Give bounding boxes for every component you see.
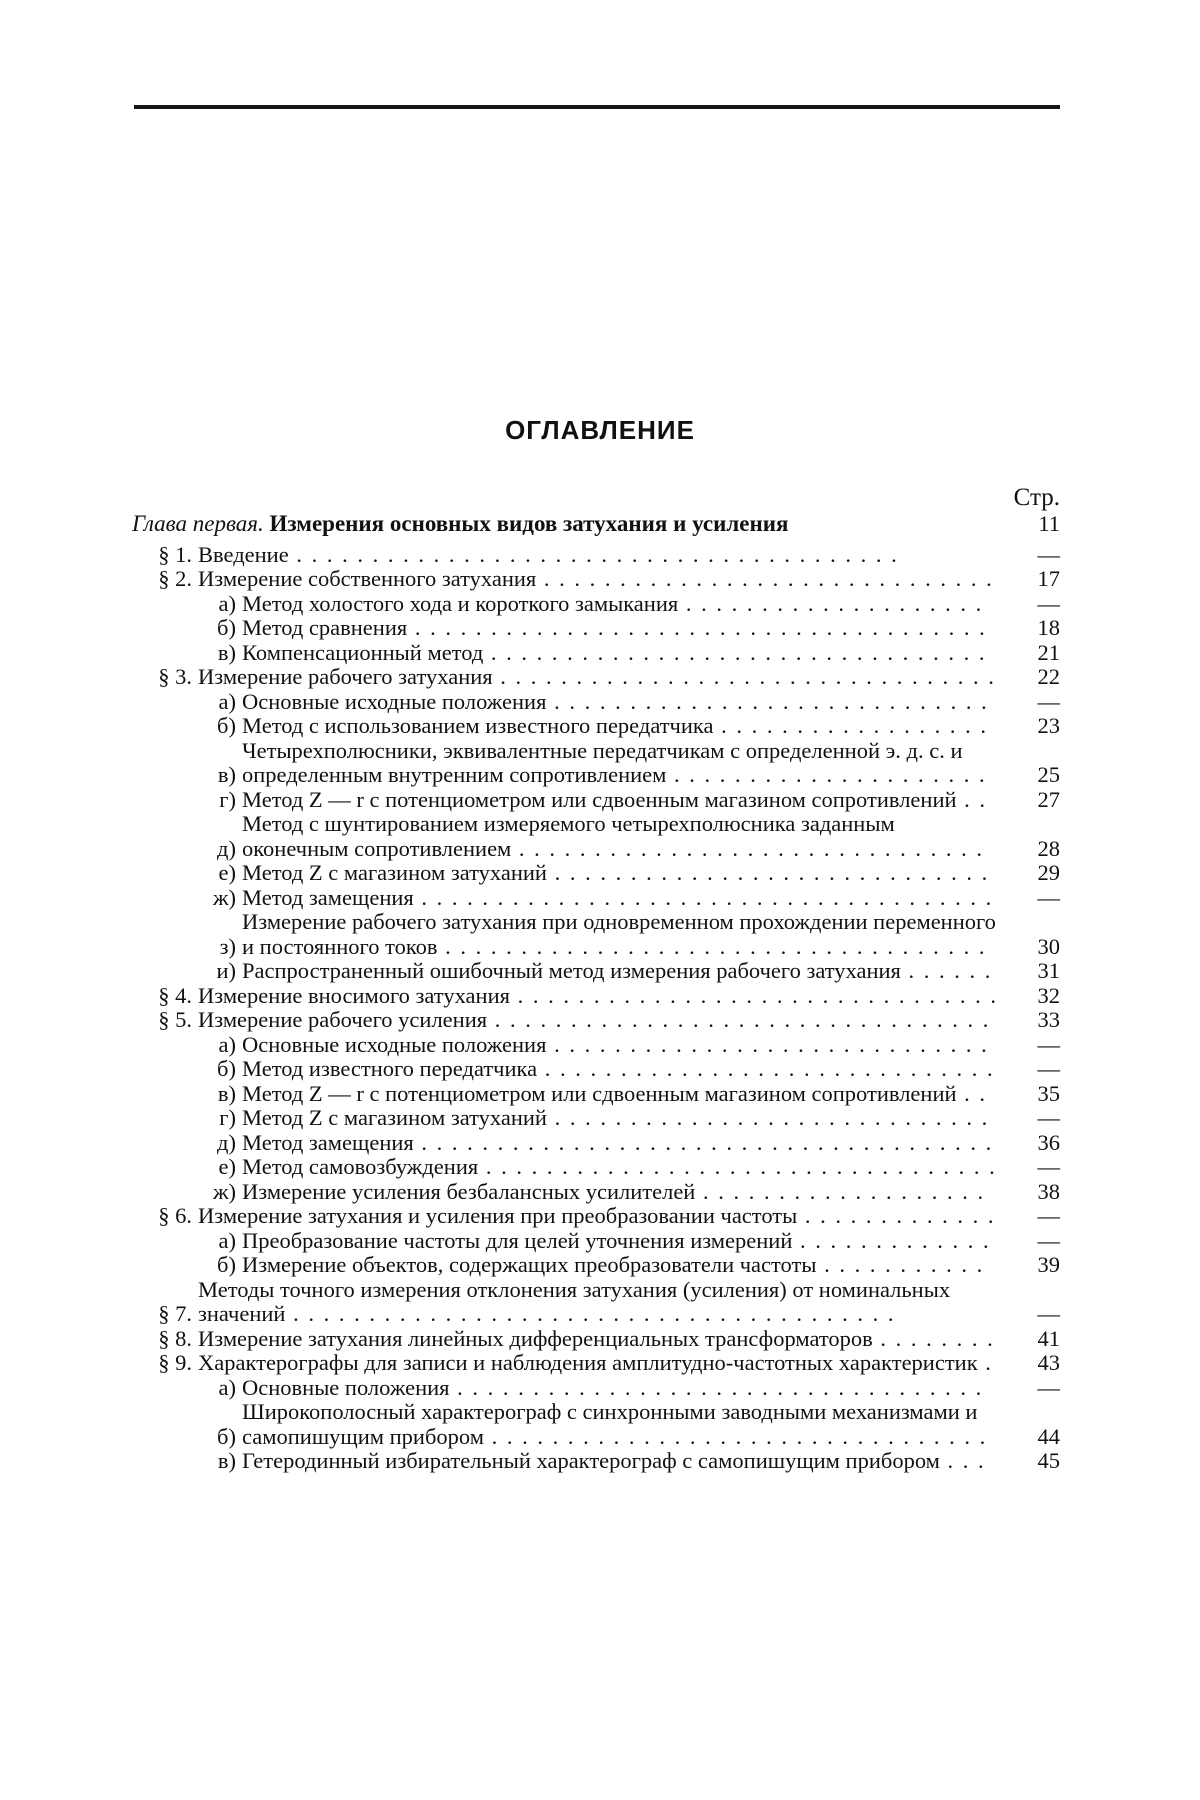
- toc-entry: [132, 984, 1060, 1009]
- dot-leader: . . . . . . . . . . . . . . . . . . . . . . . . . . . . . . . . . . . . . . . .: [289, 542, 899, 567]
- subsection-letter: д): [132, 837, 242, 862]
- toc-entry: [132, 1278, 1060, 1327]
- dot-leader: . . . . . .: [901, 958, 993, 983]
- toc-entry: [132, 1008, 1060, 1033]
- toc-entry-text: Основные исходные положения . . . . . . . . . . . . . . . . . . . . . . . . . . . . .: [242, 1033, 998, 1058]
- subsection-letter: б): [132, 1425, 242, 1450]
- subsection-letter: а): [132, 690, 242, 715]
- toc-entry-page: —: [998, 1229, 1060, 1254]
- dot-leader: . . . . . . . . . . . . . . . . . . . . . . . . . . . . . . . . .: [487, 1007, 990, 1032]
- section-number: § 7.: [132, 1302, 198, 1327]
- toc-entry-text: Измерение усиления безбалансных усилителей . . . . . . . . . . . . . . . . . . .: [242, 1180, 998, 1205]
- dot-leader: . . . . . . . . . . . . . . . . . . . .: [678, 591, 983, 616]
- toc-entry-text: Метод Z — r с потенциометром или сдвоенным магазином сопротивлений . .: [242, 1082, 998, 1107]
- dot-leader: . . . . . . . .: [873, 1326, 995, 1351]
- toc-entry-text: Метод с использованием известного передатчика . . . . . . . . . . . . . . . . . .: [242, 714, 998, 739]
- toc-entry-page: 33: [998, 1008, 1060, 1033]
- toc-entry-page: 41: [998, 1327, 1060, 1352]
- dot-leader: . . . . . . . . . . . . . . . . . . . . . . . . . . . . .: [546, 689, 988, 714]
- dot-leader: . . . . . . . . . . .: [816, 1252, 984, 1277]
- dot-leader: . . . . . . . . . . . . . . . . . . . . . . . . . . . . . . . . . . . . . .: [414, 885, 994, 910]
- toc-entry-text: Гетеродинный избирательный характерограф с самопишущим прибором . . .: [242, 1449, 998, 1474]
- toc-entry-text: Измерение затухания и усиления при преобразовании частоты . . . . . . . . . . . . .: [198, 1204, 998, 1229]
- chapter-page: 11: [998, 512, 1060, 537]
- top-rule: [134, 105, 1060, 109]
- dot-leader: . . . . . . . . . . . . . . . . . . . . . . . . . . . . . . . . .: [484, 1424, 987, 1449]
- subsection-letter: е): [132, 861, 242, 886]
- toc-entry-text: Измерение вносимого затухания . . . . . . . . . . . . . . . . . . . . . . . . . . . . . . . .: [198, 984, 998, 1009]
- toc-entry-text: Метод Z с магазином затуханий . . . . . . . . . . . . . . . . . . . . . . . . . . . . .: [242, 861, 998, 886]
- dot-leader: . . . . . . . . . . . . . . . . . . . . .: [666, 762, 986, 787]
- toc-entry: [132, 1229, 1060, 1254]
- toc-entry: [132, 886, 1060, 911]
- subsection-letter: в): [132, 1082, 242, 1107]
- subsection-letter: в): [132, 641, 242, 666]
- dot-leader: . . . . . . . . . . . . . . . . . . . . . . . . . . . . .: [547, 1105, 989, 1130]
- toc-entry-text: Введение . . . . . . . . . . . . . . . . . . . . . . . . . . . . . . . . . . . . . . . .: [198, 543, 998, 568]
- dot-leader: . . . . . . . . . . . . . . . . . . . . . . . . . . . . . . . .: [510, 983, 998, 1008]
- toc-entry-text: Четырехполюсники, эквивалентные передатчикам с определенной э. д. с. и определенным внутренним сопротивлением . . . . . . . . . . . . . . . . . . . . .: [242, 739, 998, 788]
- dot-leader: . . . . . . . . . . . . . . . . . . . . . . . . . . . . . . . . . . . . . .: [407, 615, 987, 640]
- toc-entry: [132, 1400, 1060, 1449]
- toc-entry-text: Преобразование частоты для целей уточнения измерений . . . . . . . . . . . . .: [242, 1229, 998, 1254]
- toc-entry: [132, 1106, 1060, 1131]
- toc-entry: [132, 861, 1060, 886]
- section-number: § 3.: [132, 665, 198, 690]
- dot-leader: . . . . . . . . . . . . . . . . . . .: [695, 1179, 985, 1204]
- section-number: § 2.: [132, 567, 198, 592]
- subsection-letter: в): [132, 763, 242, 788]
- toc-entry-page: —: [998, 690, 1060, 715]
- page-title: ОГЛАВЛЕНИЕ: [0, 415, 1200, 446]
- toc-entry: [132, 1180, 1060, 1205]
- toc-entry-text: Метод холостого хода и короткого замыкания . . . . . . . . . . . . . . . . . . . .: [242, 592, 998, 617]
- toc-entry-page: —: [998, 543, 1060, 568]
- toc-entry: [132, 1327, 1060, 1352]
- toc-entry: [132, 1082, 1060, 1107]
- section-number: § 4.: [132, 984, 198, 1009]
- toc-entry: [132, 690, 1060, 715]
- toc-entry-page: 43: [998, 1351, 1060, 1376]
- toc-entry-page: —: [998, 1155, 1060, 1180]
- toc-entry: [132, 592, 1060, 617]
- section-number: § 1.: [132, 543, 198, 568]
- toc-entries: [132, 543, 1060, 1474]
- subsection-letter: а): [132, 1376, 242, 1401]
- toc-entry-page: 17: [998, 567, 1060, 592]
- dot-leader: . . . . . . . . . . . . . . . . . . . . . . . . . . . . . .: [536, 566, 994, 591]
- dot-leader: . . . . . . . . . . . . . . . . . .: [714, 713, 989, 738]
- toc-entry-text: Метод с шунтированием измеряемого четырехполюсника заданным оконечным сопротивлением . . . . . . . . . . . . . . . . . . . . . . . . . . . . . . .: [242, 812, 998, 861]
- dot-leader: . .: [957, 787, 988, 812]
- subsection-letter: б): [132, 714, 242, 739]
- toc-entry: [132, 1155, 1060, 1180]
- dot-leader: . . . . . . . . . . . . . . . . . . . . . . . . . . . . . . . . . .: [478, 1154, 997, 1179]
- toc-entry-page: —: [998, 1376, 1060, 1401]
- chapter-label: Глава первая.: [132, 511, 264, 536]
- subsection-letter: б): [132, 1253, 242, 1278]
- subsection-letter: в): [132, 1449, 242, 1474]
- toc-entry-text: Метод известного передатчика . . . . . . . . . . . . . . . . . . . . . . . . . . . . . .: [242, 1057, 998, 1082]
- toc-entry-text: Метод самовозбуждения . . . . . . . . . . . . . . . . . . . . . . . . . . . . . . . . . .: [242, 1155, 998, 1180]
- subsection-letter: б): [132, 616, 242, 641]
- toc-entry: [132, 714, 1060, 739]
- subsection-letter: а): [132, 592, 242, 617]
- dot-leader: . . . . . . . . . . . . . . . . . . . . . . . . . . . . .: [547, 860, 989, 885]
- toc-entry-text: Метод Z — r с потенциометром или сдвоенным магазином сопротивлений . .: [242, 788, 998, 813]
- dot-leader: . . . . . . . . . . . . . . . . . . . . . . . . . . . . . . . . .: [483, 640, 986, 665]
- toc-entry-page: 32: [998, 984, 1060, 1009]
- toc-entry: [132, 1376, 1060, 1401]
- toc-entry: [132, 641, 1060, 666]
- toc-entry: [132, 1131, 1060, 1156]
- table-of-contents: [132, 512, 1060, 1474]
- subsection-letter: д): [132, 1131, 242, 1156]
- toc-entry-text: Компенсационный метод . . . . . . . . . . . . . . . . . . . . . . . . . . . . . . . . .: [242, 641, 998, 666]
- toc-entry-text: Методы точного измерения отклонения затухания (усиления) от номинальных значений . . . . . . . . . . . . . . . . . . . . . . . . . . . . . . . . . . . . . . . .: [198, 1278, 998, 1327]
- toc-entry-page: 18: [998, 616, 1060, 641]
- toc-entry-page: —: [998, 1057, 1060, 1082]
- toc-entry-text: Измерение затухания линейных дифференциальных трансформаторов . . . . . . . .: [198, 1327, 998, 1352]
- page-column-label: Стр.: [990, 484, 1060, 512]
- toc-entry: [132, 788, 1060, 813]
- toc-entry-page: 36: [998, 1131, 1060, 1156]
- toc-entry-text: Измерение рабочего усиления . . . . . . . . . . . . . . . . . . . . . . . . . . . . . . . . .: [198, 1008, 998, 1033]
- toc-entry-text: Основные исходные положения . . . . . . . . . . . . . . . . . . . . . . . . . . . . .: [242, 690, 998, 715]
- subsection-letter: з): [132, 935, 242, 960]
- toc-entry: [132, 665, 1060, 690]
- dot-leader: . . . . . . . . . . . . . . . . . . . . . . . . . . . . . . . . . . .: [450, 1375, 984, 1400]
- toc-entry: [132, 616, 1060, 641]
- toc-entry-page: 25: [998, 763, 1060, 788]
- section-number: § 8.: [132, 1327, 198, 1352]
- toc-entry-text: Измерение рабочего затухания при одновременном прохождении переменного и постоянного токов . . . . . . . . . . . . . . . . . . . . . . . . . . . . . . . . . . . .: [242, 910, 998, 959]
- toc-entry-page: —: [998, 1106, 1060, 1131]
- toc-entry-page: 27: [998, 788, 1060, 813]
- toc-entry-page: 30: [998, 935, 1060, 960]
- toc-entry-page: 23: [998, 714, 1060, 739]
- toc-entry-page: —: [998, 1033, 1060, 1058]
- toc-entry-page: 38: [998, 1180, 1060, 1205]
- dot-leader: . .: [957, 1081, 988, 1106]
- toc-entry: [132, 1351, 1060, 1376]
- dot-leader: . . . . . . . . . . . . . . . . . . . . . . . . . . . . . .: [537, 1056, 995, 1081]
- toc-entry-text: Метод сравнения . . . . . . . . . . . . . . . . . . . . . . . . . . . . . . . . . . . . . .: [242, 616, 998, 641]
- toc-entry: [132, 739, 1060, 788]
- toc-entry-text: Измерение объектов, содержащих преобразователи частоты . . . . . . . . . . .: [242, 1253, 998, 1278]
- dot-leader: . . . . . . . . . . . . .: [797, 1203, 995, 1228]
- toc-entry-page: 21: [998, 641, 1060, 666]
- subsection-letter: г): [132, 1106, 242, 1131]
- toc-entry: [132, 567, 1060, 592]
- toc-entry-page: 39: [998, 1253, 1060, 1278]
- dot-leader: . . .: [940, 1448, 986, 1473]
- dot-leader: . . . . . . . . . . . . . . . . . . . . . . . . . . . . . . .: [511, 836, 984, 861]
- toc-entry-text: Широкополосный характерограф с синхронными заводными механизмами и самопишущим прибором . . . . . . . . . . . . . . . . . . . . . . . . . . . . . . . . .: [242, 1400, 998, 1449]
- subsection-letter: е): [132, 1155, 242, 1180]
- section-number: § 9.: [132, 1351, 198, 1376]
- toc-entry-page: 35: [998, 1082, 1060, 1107]
- toc-entry: [132, 812, 1060, 861]
- dot-leader: . . . . . . . . . . . . . . . . . . . . . . . . . . . . . . . . . . . . . .: [414, 1130, 994, 1155]
- toc-entry-page: —: [998, 886, 1060, 911]
- toc-entry-text: Измерение рабочего затухания . . . . . . . . . . . . . . . . . . . . . . . . . . . . . . . . .: [198, 665, 998, 690]
- toc-entry-page: 44: [998, 1425, 1060, 1450]
- subsection-letter: и): [132, 959, 242, 984]
- toc-entry-text: Измерение собственного затухания . . . . . . . . . . . . . . . . . . . . . . . . . . . . . .: [198, 567, 998, 592]
- toc-entry: [132, 1204, 1060, 1229]
- subsection-letter: ж): [132, 886, 242, 911]
- toc-entry-page: 28: [998, 837, 1060, 862]
- dot-leader: . . . . . . . . . . . . . . . . . . . . . . . . . . . . . . . . .: [493, 664, 996, 689]
- toc-entry: [132, 543, 1060, 568]
- toc-entry: [132, 1033, 1060, 1058]
- subsection-letter: г): [132, 788, 242, 813]
- toc-entry-page: 45: [998, 1449, 1060, 1474]
- toc-entry-text: Метод замещения . . . . . . . . . . . . . . . . . . . . . . . . . . . . . . . . . . . . . .: [242, 886, 998, 911]
- toc-entry: [132, 910, 1060, 959]
- toc-entry-page: 22: [998, 665, 1060, 690]
- toc-entry-text: Распространенный ошибочный метод измерения рабочего затухания . . . . . .: [242, 959, 998, 984]
- dot-leader: .: [978, 1350, 993, 1375]
- dot-leader: . . . . . . . . . . . . .: [792, 1228, 990, 1253]
- section-number: § 5.: [132, 1008, 198, 1033]
- dot-leader: . . . . . . . . . . . . . . . . . . . . . . . . . . . . . . . . . . . . . . . .: [285, 1301, 895, 1326]
- toc-entry-page: —: [998, 1302, 1060, 1327]
- toc-entry: [132, 1449, 1060, 1474]
- dot-leader: . . . . . . . . . . . . . . . . . . . . . . . . . . . . . . . . . . . .: [438, 934, 987, 959]
- toc-entry-page: 31: [998, 959, 1060, 984]
- toc-entry-text: Основные положения . . . . . . . . . . . . . . . . . . . . . . . . . . . . . . . . . . .: [242, 1376, 998, 1401]
- chapter-title: Измерения основных видов затухания и усиления: [269, 511, 788, 536]
- toc-entry: [132, 959, 1060, 984]
- toc-entry-text: Метод Z с магазином затуханий . . . . . . . . . . . . . . . . . . . . . . . . . . . . .: [242, 1106, 998, 1131]
- subsection-letter: ж): [132, 1180, 242, 1205]
- toc-entry-text: Характерографы для записи и наблюдения амплитудно-частотных характеристик .: [198, 1351, 998, 1376]
- toc-entry: [132, 1057, 1060, 1082]
- toc-entry-page: —: [998, 592, 1060, 617]
- subsection-letter: а): [132, 1033, 242, 1058]
- toc-entry-page: —: [998, 1204, 1060, 1229]
- toc-entry-text: Метод замещения . . . . . . . . . . . . . . . . . . . . . . . . . . . . . . . . . . . . . .: [242, 1131, 998, 1156]
- chapter-heading: [132, 512, 1060, 537]
- subsection-letter: б): [132, 1057, 242, 1082]
- toc-entry-page: 29: [998, 861, 1060, 886]
- toc-entry: [132, 1253, 1060, 1278]
- dot-leader: . . . . . . . . . . . . . . . . . . . . . . . . . . . . .: [546, 1032, 988, 1057]
- section-number: § 6.: [132, 1204, 198, 1229]
- subsection-letter: а): [132, 1229, 242, 1254]
